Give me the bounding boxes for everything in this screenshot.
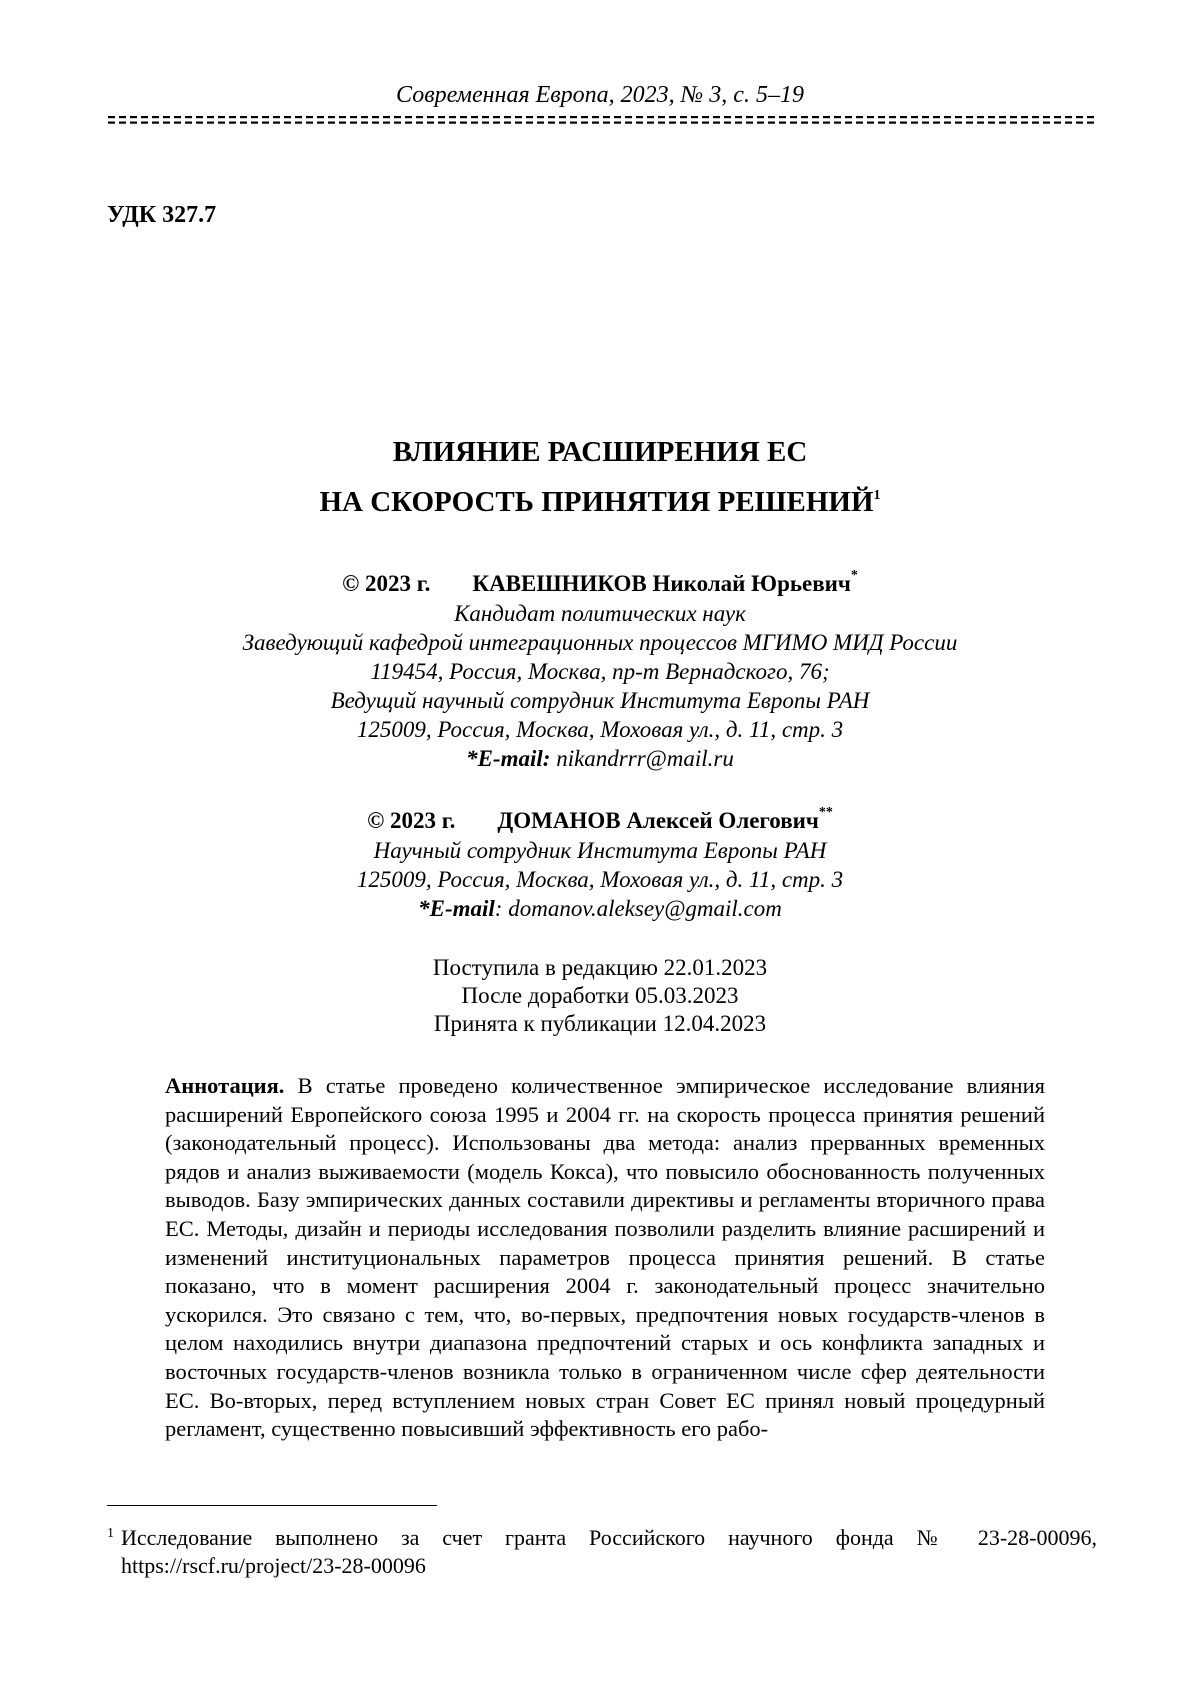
- author-1-email[interactable]: nikandrrr@mail.ru: [556, 746, 734, 771]
- abstract: [165, 1072, 1045, 1444]
- footnote-separator: [107, 1505, 437, 1506]
- author-2-email[interactable]: : domanov.aleksey@gmail.com: [494, 896, 782, 921]
- udk-code: УДК 327.7: [107, 202, 217, 228]
- author-2-email-label: E-mail: [429, 896, 495, 921]
- author-2-heading: [0, 805, 1200, 836]
- author-1-name: КАВЕШНИКОВ Николай Юрьевич: [472, 571, 851, 596]
- author-1-mark: *: [850, 568, 858, 583]
- date-accepted: Принята к публикации 12.04.2023: [433, 1011, 767, 1036]
- author-1-year: © 2023 г.: [342, 571, 431, 596]
- author-1-email-mark: *: [466, 746, 478, 771]
- author-2-position: Научный сотрудник Института Европы РАН: [373, 838, 827, 863]
- abstract-label: Аннотация.: [165, 1073, 285, 1098]
- submission-dates: [0, 954, 1200, 1038]
- title-line-2: [0, 477, 1200, 527]
- author-1-heading: [0, 568, 1200, 599]
- date-revised: После доработки 05.03.2023: [461, 983, 739, 1008]
- abstract-text: В статье проведено количественное эмпирическое исследование влияния расширений Европейского союза 1995 и 2004 гг. на скорость процесса принятия решений (законодательный процесс). Использованы два метода: анализ прерванных временных рядов и анализ выживаемости (модель Кокса), что повысило обоснованность полученных выводов. Базу эмпирических данных составили директивы и регламенты вторичного права ЕС. Методы, дизайн и периоды исследования позволили разделить влияние расширений и изменений институциональных параметров процесса принятия решений. В статье показано, что в момент расширения 2004 г. законодательный процесс значительно ускорился. Это связано с тем, что, во-первых, предпочтения новых государств-членов в целом находились внутри диапазона предпочтений старых и ось конфликта западных и восточных государств-членов возникла только в ограниченном числе сфер деятельности ЕС. Во-вторых, перед вступлением новых стран Совет ЕС принял новый процедурный регламент, существенно повысивший эффективность его рабо-: [165, 1073, 1045, 1442]
- author-1-address-1: 119454, Россия, Москва, пр-т Вернадского, 76;: [370, 659, 830, 684]
- author-2-email-line: [0, 894, 1200, 923]
- author-2-mark: **: [818, 805, 833, 820]
- header-double-rule: [107, 113, 1097, 127]
- title-line-2-text: НА СКОРОСТЬ ПРИНЯТИЯ РЕШЕНИЙ: [319, 486, 874, 518]
- author-2-address: 125009, Россия, Москва, Моховая ул., д. 11, стр. 3: [356, 867, 844, 892]
- author-1-degree: Кандидат политических наук: [454, 601, 746, 626]
- footnote-mark: 1: [107, 1526, 114, 1541]
- footnote-text: Исследование выполнено за счет гранта Российского научного фонда № 23-28-00096, https://rscf.ru/project/23-28-00096: [121, 1525, 1097, 1578]
- author-2-name: ДОМАНОВ Алексей Олегович: [497, 808, 819, 833]
- author-2-year: © 2023 г.: [367, 808, 456, 833]
- date-received: Поступила в редакцию 22.01.2023: [432, 955, 768, 980]
- author-block-2: [0, 805, 1200, 923]
- author-1-address-2: 125009, Россия, Москва, Моховая ул., д. 11, стр. 3: [356, 717, 844, 742]
- author-1-position-2: Ведущий научный сотрудник Института Европы РАН: [330, 688, 870, 713]
- author-2-email-mark: *: [418, 896, 430, 921]
- title-footnote-mark: 1: [873, 488, 881, 503]
- author-1-position: Заведующий кафедрой интеграционных процессов МГИМО МИД России: [242, 630, 958, 655]
- author-1-email-line: [0, 744, 1200, 773]
- footnote: [107, 1524, 1097, 1580]
- header-rule-dashes: [107, 113, 1097, 127]
- running-head: Современная Европа, 2023, № 3, с. 5–19: [396, 82, 804, 108]
- article-title: [0, 427, 1200, 527]
- author-1-email-label: E-mail:: [477, 746, 551, 771]
- author-block-1: [0, 568, 1200, 773]
- title-line-1: ВЛИЯНИЕ РАСШИРЕНИЯ ЕС: [392, 436, 808, 468]
